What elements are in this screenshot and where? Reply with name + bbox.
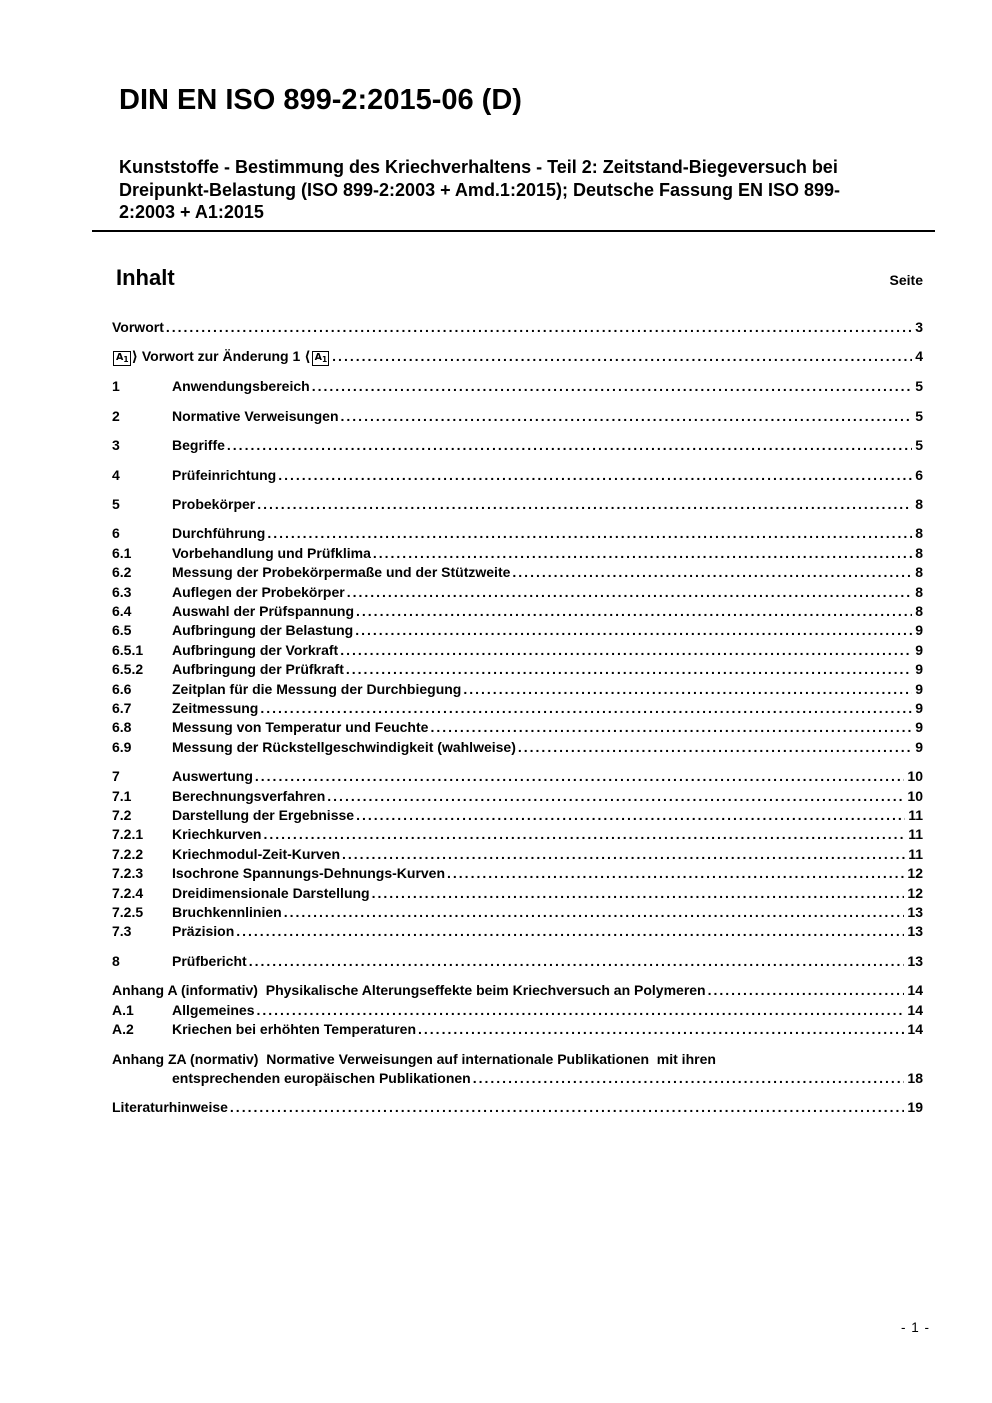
toc-entry-number: 6.5.1 xyxy=(112,641,144,658)
toc-dot-leader xyxy=(236,922,904,941)
toc-page-column-label: Seite xyxy=(889,271,923,288)
toc-entry-label: Messung der Probekörpermaße und der Stützweite xyxy=(172,564,511,581)
toc-entry-page: 14 xyxy=(907,982,923,999)
toc-entry-number: 6.5 xyxy=(112,622,132,639)
toc-entry xyxy=(112,825,923,844)
toc-entry-label: Normative Verweisungen xyxy=(172,407,339,424)
document-subtitle-line: 2:2003 + A1:2015 xyxy=(119,202,264,222)
toc-header-row xyxy=(112,265,923,291)
toc-dot-leader xyxy=(512,563,912,582)
toc-dot-leader xyxy=(257,495,912,514)
toc-entry xyxy=(112,680,923,699)
toc-entry xyxy=(112,952,923,971)
toc-entry-number: 6.5.2 xyxy=(112,661,144,678)
toc-entry-label: Auflegen der Probekörper xyxy=(172,583,345,600)
toc-entry xyxy=(112,583,923,602)
toc-entry-number: 7.2.4 xyxy=(112,884,144,901)
toc-entry-page: 9 xyxy=(915,661,923,678)
toc-entry-number: 7.2 xyxy=(112,807,132,824)
toc-entry xyxy=(112,377,923,396)
toc-entry xyxy=(112,738,923,757)
toc-entry-page: 13 xyxy=(907,923,923,940)
toc-entry-page: 18 xyxy=(907,1069,923,1086)
toc-entry-page: 10 xyxy=(907,787,923,804)
toc-entry xyxy=(112,1050,923,1069)
header-rule xyxy=(92,230,935,232)
toc-dot-leader xyxy=(447,864,904,883)
toc-entry-page: 11 xyxy=(908,826,923,843)
toc-entry-label: Aufbringung der Prüfkraft xyxy=(172,661,344,678)
toc-entry-label: Aufbringung der Vorkraft xyxy=(172,641,339,658)
toc-entry-number: 1 xyxy=(112,378,120,395)
toc-entry-label: Berechnungsverfahren xyxy=(172,787,326,804)
toc-entry-label: Auswahl der Prüfspannung xyxy=(172,602,355,619)
toc-entry-label: Zeitplan für die Messung der Durchbiegung xyxy=(172,680,462,697)
toc-entry-page: 11 xyxy=(908,807,923,824)
toc-dot-leader xyxy=(708,981,905,1000)
toc-dot-leader xyxy=(332,347,912,366)
toc-entry-label: Prüfbericht xyxy=(172,952,247,969)
toc-entry xyxy=(112,845,923,864)
toc-entry xyxy=(112,1020,923,1039)
toc-entry-label: Präzision xyxy=(172,923,235,940)
toc-entry-number: 5 xyxy=(112,495,120,512)
toc-entry-page: 5 xyxy=(915,407,923,424)
amendment-marker-close-icon: ⟨ $A_1$ xyxy=(304,348,328,365)
toc-entry-label: Kriechkurven xyxy=(172,826,262,843)
toc-entry-page: 5 xyxy=(915,378,923,395)
toc-entry xyxy=(112,641,923,660)
toc-entry-page: 13 xyxy=(907,904,923,921)
toc-entry-label: Zeitmessung xyxy=(172,700,259,716)
toc-list xyxy=(112,318,923,1118)
toc-entry xyxy=(112,903,923,922)
toc-heading: Inhalt xyxy=(116,264,175,290)
toc-dot-leader xyxy=(249,952,905,971)
toc-entry-page: 9 xyxy=(915,680,923,697)
toc-entry-label: Messung von Temperatur und Feuchte xyxy=(172,719,429,736)
toc-entry-label: Aufbringung der Belastung xyxy=(172,622,354,639)
toc-dot-leader xyxy=(256,1001,904,1020)
toc-entry-page: 9 xyxy=(915,719,923,736)
toc-entry xyxy=(112,347,923,367)
toc-entry xyxy=(112,884,923,903)
toc-dot-leader xyxy=(284,903,905,922)
toc-entry xyxy=(112,524,923,543)
toc-dot-leader xyxy=(372,884,905,903)
toc-dot-leader xyxy=(430,718,912,737)
amendment-a1-box: $A_1$ xyxy=(312,351,330,366)
toc-entry-page: 10 xyxy=(907,768,923,785)
toc-dot-leader xyxy=(356,806,905,825)
document-title: DIN EN ISO 899-2:2015-06 (D) xyxy=(119,84,522,116)
toc-entry-label: Kriechen bei erhöhten Temperaturen xyxy=(172,1021,417,1038)
toc-dot-leader xyxy=(327,787,904,806)
toc-dot-leader xyxy=(418,1020,904,1039)
toc-entry-number: 6.4 xyxy=(112,602,132,619)
toc-dot-leader xyxy=(473,1069,905,1088)
toc-entry-page: 14 xyxy=(907,1021,923,1038)
document-subtitle-line: Dreipunkt-Belastung (ISO 899-2:2003 + Amd.1:2015); Deutsche Fassung EN ISO 899- xyxy=(119,179,841,200)
toc-entry-page: 12 xyxy=(907,884,923,901)
toc-entry-page: 8 xyxy=(915,544,923,561)
toc-dot-leader xyxy=(463,680,912,699)
toc-entry-continuation xyxy=(112,1069,923,1088)
toc-entry-page: 19 xyxy=(907,1099,923,1116)
toc-entry xyxy=(112,806,923,825)
toc-entry xyxy=(112,436,923,455)
toc-entry-label: Vorwort xyxy=(112,318,164,335)
toc-entry-number: 7.2.2 xyxy=(112,845,144,862)
toc-entry xyxy=(112,787,923,806)
toc-entry-label: Bruchkennlinien xyxy=(172,904,282,921)
toc-entry xyxy=(112,1001,923,1020)
toc-entry-number: 6.6 xyxy=(112,680,132,697)
toc-entry-page: 3 xyxy=(915,318,923,335)
toc-entry-number: 6.9 xyxy=(112,738,132,755)
toc-entry xyxy=(112,864,923,883)
toc-entry xyxy=(112,767,923,786)
toc-entry xyxy=(112,602,923,621)
toc-entry-page: 13 xyxy=(907,952,923,969)
toc-entry-page: 6 xyxy=(915,466,923,483)
toc-entry-page: 8 xyxy=(915,583,923,600)
toc-entry-number: 6.7 xyxy=(112,700,132,716)
toc-entry-number: 4 xyxy=(112,466,120,483)
toc-entry-page: 8 xyxy=(915,564,923,581)
toc-entry xyxy=(112,660,923,679)
page-number: - 1 - xyxy=(900,1320,930,1335)
toc-dot-leader xyxy=(278,466,912,485)
toc-entry-label: Prüfeinrichtung xyxy=(172,466,277,483)
toc-dot-leader xyxy=(373,544,912,563)
toc-entry-label: Anhang ZA (normativ) Normative Verweisungen auf internationale Publikationen mit ihren xyxy=(112,1050,716,1067)
toc-dot-leader xyxy=(255,767,905,786)
toc-entry-number: 8 xyxy=(112,952,120,969)
toc-dot-leader xyxy=(227,436,912,455)
toc-entry-page: 9 xyxy=(915,622,923,639)
toc-entry-label: Anhang A (informativ) Physikalische Alterungseffekte beim Kriechversuch an Polymeren xyxy=(112,982,706,999)
toc-entry-page: 9 xyxy=(915,641,923,658)
document-subtitle xyxy=(119,156,923,224)
amendment-a1-sub: 1 xyxy=(321,354,328,364)
toc-entry-label: $A_1$ ⟩ Vorwort zur Änderung 1 ⟨ $A_1$ xyxy=(112,347,330,367)
toc-entry xyxy=(112,318,923,337)
toc-entry-label: Kriechmodul-Zeit-Kurven xyxy=(172,845,341,862)
toc-entry-label: Dreidimensionale Darstellung xyxy=(172,884,370,901)
toc-entry-number: 6.1 xyxy=(112,544,132,561)
toc-entry-label: Literaturhinweise xyxy=(112,1099,228,1116)
toc-entry xyxy=(112,495,923,514)
toc-entry-label: entsprechenden europäischen Publikationen xyxy=(172,1069,471,1086)
toc-entry-number: A.1 xyxy=(112,1001,134,1018)
toc-entry-number: 6.3 xyxy=(112,583,132,600)
toc-entry-number: 7.2.3 xyxy=(112,865,144,882)
toc-entry-page: 4 xyxy=(915,347,923,364)
toc-dot-leader xyxy=(342,845,905,864)
toc-entry xyxy=(112,699,923,718)
amendment-a1-sub: 1 xyxy=(123,354,129,364)
toc-entry-page: 8 xyxy=(915,525,923,542)
toc-dot-leader xyxy=(346,660,912,679)
toc-entry xyxy=(112,466,923,485)
toc-entry-page: 11 xyxy=(908,845,923,862)
toc-entry-number: 3 xyxy=(112,437,120,454)
toc-entry-page: 14 xyxy=(907,1001,923,1018)
toc-dot-leader xyxy=(312,377,913,396)
toc-entry-page: 9 xyxy=(915,738,923,755)
toc-entry-number: 6.8 xyxy=(112,719,132,736)
toc-dot-leader xyxy=(263,825,905,844)
toc-entry-label: Durchführung xyxy=(172,525,266,542)
toc-entry-page: 8 xyxy=(915,602,923,619)
toc-entry xyxy=(112,563,923,582)
toc-entry-number: 6 xyxy=(112,525,120,542)
toc-entry-number: 7.2.5 xyxy=(112,904,144,921)
toc-entry-label: Auswertung xyxy=(172,768,253,785)
toc-dot-leader xyxy=(347,583,913,602)
toc-entry-number: 6.2 xyxy=(112,564,132,581)
toc-entry-number: 7.1 xyxy=(112,787,132,804)
toc-entry-label: Vorbehandlung und Prüfklima xyxy=(172,544,371,561)
toc-entry-number: 7 xyxy=(112,768,120,785)
toc-dot-leader xyxy=(518,738,912,757)
toc-entry-page: 12 xyxy=(907,865,923,882)
toc-dot-leader xyxy=(230,1098,905,1117)
toc-entry xyxy=(112,718,923,737)
toc-entry xyxy=(112,922,923,941)
toc-dot-leader xyxy=(166,318,912,337)
toc-dot-leader xyxy=(260,699,912,718)
document-subtitle-line: Kunststoffe - Bestimmung des Kriechverhaltens - Teil 2: Zeitstand-Biegeversuch bei xyxy=(119,157,838,177)
toc-entry-page: 8 xyxy=(915,495,923,512)
amendment-marker-open-icon: $A_1$ ⟩ xyxy=(112,349,138,365)
toc-entry-page: 5 xyxy=(915,437,923,454)
amendment-a1-box: $A_1$ xyxy=(113,351,131,366)
toc-entry-number: 7.3 xyxy=(112,923,132,940)
toc-dot-leader xyxy=(341,407,913,426)
toc-entry-page: 9 xyxy=(915,700,923,716)
toc-entry-label: Anwendungsbereich xyxy=(172,378,310,395)
toc-dot-leader xyxy=(356,602,912,621)
toc-entry-number: 7.2.1 xyxy=(112,826,144,843)
toc-entry xyxy=(112,544,923,563)
toc-entry xyxy=(112,1098,923,1117)
toc-entry-number: 2 xyxy=(112,407,120,424)
toc-entry xyxy=(112,621,923,640)
toc-entry-label: Probekörper xyxy=(172,495,256,512)
toc-entry-label: Darstellung der Ergebnisse xyxy=(172,807,355,824)
toc-entry-label: Begriffe xyxy=(172,437,225,454)
toc-entry xyxy=(112,407,923,426)
toc-entry-label: Isochrone Spannungs-Dehnungs-Kurven xyxy=(172,865,446,882)
toc-entry xyxy=(112,981,923,1000)
toc-dot-leader xyxy=(267,524,912,543)
toc-entry-label: Messung der Rückstellgeschwindigkeit (wahlweise) xyxy=(172,738,516,755)
toc-entry-label: Allgemeines xyxy=(172,1001,255,1018)
toc-entry-number: A.2 xyxy=(112,1021,134,1038)
toc-dot-leader xyxy=(340,641,912,660)
toc-dot-leader xyxy=(355,621,912,640)
